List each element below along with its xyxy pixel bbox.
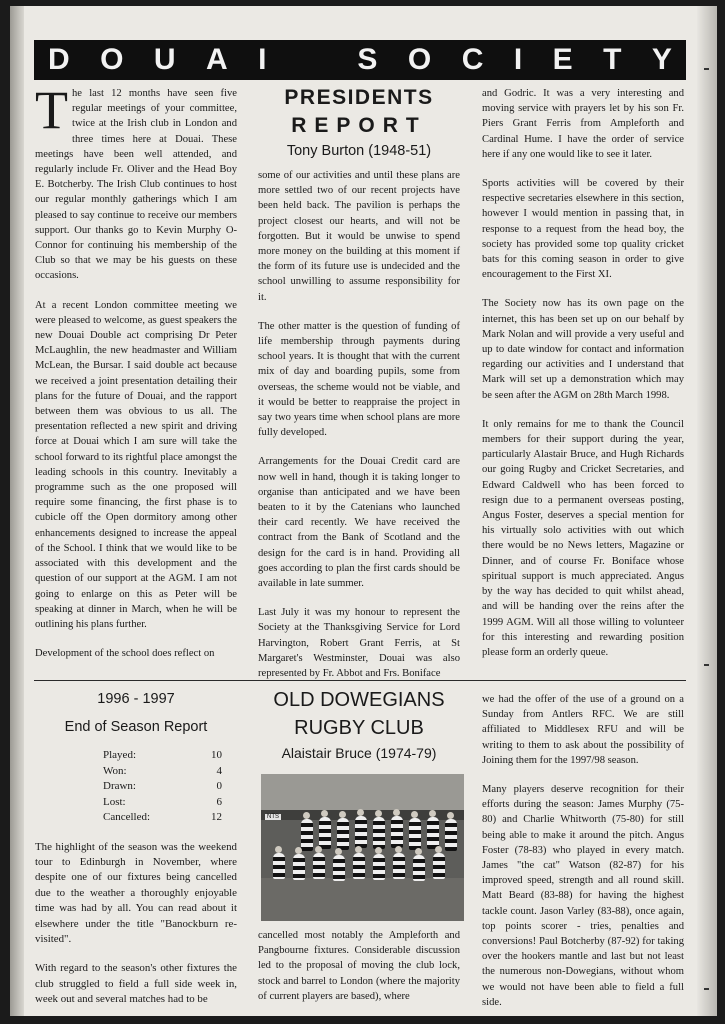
article-paragraph: cancelled most notably the Ampleforth and Pangbourne fixtures. Considerable discussion led to the proposal of moving the club lock, stock and barrel to London (where the majority of current players are based), where (258, 930, 460, 1002)
rugby-club-column-2 (258, 928, 460, 1018)
player-figure (333, 855, 345, 881)
rugby-club-header (258, 686, 460, 764)
article-paragraph: The other matter is the question of funding of life membership through payments during school years. It is thought that with the current mix of day and boarding pupils, some from overseas, the scheme would not be viable, and it would be better to reappraise the project in say two years time when school plans are more fully developed. (258, 320, 460, 439)
article-paragraph: Last July it was my honour to represent the Society at the Thanksgiving Service for Lord Harvington, Robert Grant Ferris, at St Margaret's Westminster, Douai was also represented by Fr. Abbot and Frs. Boniface (258, 607, 460, 680)
player-figure (391, 816, 403, 848)
player-figure (319, 817, 331, 849)
article-paragraph: The last 12 months have seen five regular meetings of your committee, twice at the Irish club in London and three times here at Douai. These meetings have been well attended, and regularly include Fr. Oliver and the Head Boy E. Botcherby. The Irish Club continues to host our regular monthly gatherings which I am pleased to say continue to receive our members support. Our thanks go to Kevin Murphy O-Connor for continuing his membership of the Club so that we may be his guests on these occasions. (35, 80, 237, 282)
binding-gutter (10, 6, 24, 1016)
banner-letter: D (48, 43, 70, 76)
article-paragraph: The Society now has its own page on the internet, this has been set up on our behalf by Mark Nolan and will provide a very useful and up to date window for contact and information regarding our activities and I understand that Mark will set up a demonstration which may be seen after the AGM on 28th March 1998. (482, 298, 684, 401)
banner-letter: E (552, 43, 573, 76)
page-edge (697, 6, 717, 1016)
banner-letter: Y (651, 43, 672, 76)
edge-mark (704, 68, 709, 70)
season-report-column (35, 686, 237, 1022)
stats-row (103, 810, 222, 826)
photo-grass (261, 878, 464, 921)
report-title: REPORT (291, 114, 427, 137)
presidents-title: PRESIDENTS (284, 86, 434, 109)
article-paragraph: The highlight of the season was the weekend tour to Edinburgh in November, where despite one of our fixtures being cancelled due to the weather a thoroughly enjoyable time was had by all. You can read about it elsewhere under the title "Banockburn re-visited". (35, 840, 237, 945)
edge-mark (704, 664, 709, 666)
player-figure (373, 817, 385, 849)
banner-letter: T (603, 43, 622, 76)
article-paragraph: At a recent London committee meeting we were pleased to welcome, as guest speakers the new Douai Double act comprising Dr Peter McLaughlin, the new headmaster and William McLean, the Bursar. I said double act because we received a joint presentation detailing their plans for the future of Douai, and the rapport between them was obvious to us all. The presentation reflected a new spirit and driving force at Douai which I am sure will take the school forward to its rightful place amongst the leading schools in this country. Inevitably a programme such as the one proposed will require some financing, the first phase is to cubicle off the Open dormitory among other enhancements designed to increase the appeal of the School. I think that we would like to be associated with this development and the question of our support at the AGM. I am not going to enlarge on this as Peter will be speaking at dinner in March, when he will be outlining his plans further. (35, 299, 237, 630)
banner-letter: A (206, 43, 228, 76)
player-figure (313, 853, 325, 879)
player-figure (427, 817, 439, 849)
presidents-report-column-2 (258, 84, 460, 695)
stat-value: 6 (216, 795, 223, 808)
stat-label: Cancelled: (103, 811, 151, 823)
stats-row (103, 795, 222, 811)
stat-value: 4 (216, 764, 223, 777)
player-figure (301, 819, 313, 851)
photo-sign: NTS (267, 814, 279, 820)
player-figure (293, 854, 305, 880)
magazine-page (10, 6, 717, 1016)
drop-cap: T (35, 80, 68, 140)
banner-letter: O (100, 43, 124, 76)
article-paragraph: Many players deserve recognition for their efforts during the season: James Murphy (75-80) and Charlie Whitworth (75-80) for still being able to make it around the pitch. Angus Foster (78-83) who played in every match. James "the cat" Watson (82-87) for his improved speed, strength and all round skill. Matt Beard (83-88) for having the highest tackle count. Jason Varley (83-88), once again, top points scorer - tries, penalties and conversions! Paul Botcherby (87-92) for taking over the hookers mantle and last but not least the numerous non-Dowegians, without whom we would not have been able to field a full side. (482, 784, 684, 1008)
banner-letter: S (357, 43, 378, 76)
presidents-byline: Tony Burton (1948-51) (286, 143, 432, 159)
rugby-byline: Alaistair Bruce (1974-79) (281, 745, 437, 761)
rugby-title-line-2: RUGBY CLUB (294, 717, 424, 739)
article-paragraph: Development of the school does reflect on (35, 648, 215, 660)
douai-society-banner (34, 40, 686, 80)
presidents-report-column-3 (482, 86, 684, 674)
stat-value: 12 (211, 811, 223, 823)
player-figure (373, 854, 385, 880)
stats-row (103, 779, 222, 795)
article-paragraph: and Godric. It was a very interesting and moving service with prayers let by his son Fr. Piers Grant Ferris from Ampleforth and Cardinal Hume. I have the order of service here if any one would like to see it later. (482, 88, 684, 160)
season-year: 1996 - 1997 (97, 691, 175, 707)
presidents-report-column-1 (35, 80, 237, 675)
photo-background (261, 774, 464, 812)
stat-label: Drawn: (103, 780, 136, 792)
stats-row (103, 748, 222, 764)
stat-label: Won: (103, 764, 127, 777)
banner-letter: C (461, 43, 484, 76)
article-paragraph: we had the offer of the use of a ground on a Sunday from Antlers RFC. We are still affiliated to Middlesex RFU and will be writing to them to ask about the possibility of Joining them for the 1997/98 season. (482, 694, 684, 766)
stat-value: 10 (211, 749, 223, 761)
article-paragraph: Sports activities will be covered by their respective secretaries elsewhere in this section, however I would mention in passing that, in response to a request from the head boy, the society has provided some top quality cricket bats for this coming season in order to give encouragement to the First XI. (482, 178, 684, 281)
banner-letter: I (513, 43, 523, 76)
player-figure (337, 818, 349, 850)
article-paragraph: some of our activities and until these plans are more settled two of our recent projects have been held back. The pavilion is perhaps the project closest our hearts, and will not be forgotten. But it would be unwise to spend more money on the building at this moment if the form of its future use is undecided and the school unwilling to assume responsibility for it. (258, 170, 460, 303)
section-divider (34, 680, 686, 681)
banner-letter: O (407, 43, 432, 76)
player-figure (393, 853, 405, 879)
player-figure (413, 855, 425, 881)
rugby-club-column-3 (482, 692, 684, 1024)
player-figure (445, 819, 457, 851)
player-figure (355, 816, 367, 848)
rugby-title-line-1: OLD DOWEGIANS (273, 689, 445, 711)
article-paragraph: Arrangements for the Douai Credit card are now well in hand, though it is taking longer to organise than anticipated and we have been beaten to it by the Catenians who launched their card recently. We have received the contract from the Bank of Scotland and the design for the card is in hand. Providing all goes according to plan the first cards should be available in late summer. (258, 456, 460, 590)
article-paragraph: It only remains for me to thank the Council members for their support during the year, particularly Alastair Bruce, and Hugh Richards our going Rugby and Cricket Secretaries, and Edward Caldwell who has been forced to resign due to a permanent overseas posting, Angus Foster, deserves a special mention for his virtually solo activities with out which there would be no News letters, Magazine or Dinner, and of course Fr. Boniface whose spiritual support is much appreciated. Angus by the way has decided to quit whilst ahead, and will be handing over the reins after the 1999 AGM. Will all those willing to volunteer for this interesting and rewarding position please form an orderly queue. (482, 418, 684, 658)
player-figure (353, 853, 365, 879)
player-figure (273, 853, 285, 879)
stats-row (103, 764, 222, 780)
stat-label: Lost: (103, 795, 126, 808)
season-report-title: End of Season Report (64, 719, 208, 735)
banner-letter: U (153, 43, 176, 76)
stat-label: Played: (103, 749, 136, 761)
player-figure (433, 853, 445, 879)
article-paragraph: With regard to the season's other fixtures the club struggled to field a full side week in, week out and several matches had to be (35, 962, 237, 1006)
player-figure (409, 818, 421, 850)
stat-value: 0 (216, 780, 223, 792)
edge-mark (704, 988, 709, 990)
banner-letter: I (258, 43, 267, 76)
season-stats-table (103, 748, 222, 826)
team-photo (261, 774, 464, 921)
